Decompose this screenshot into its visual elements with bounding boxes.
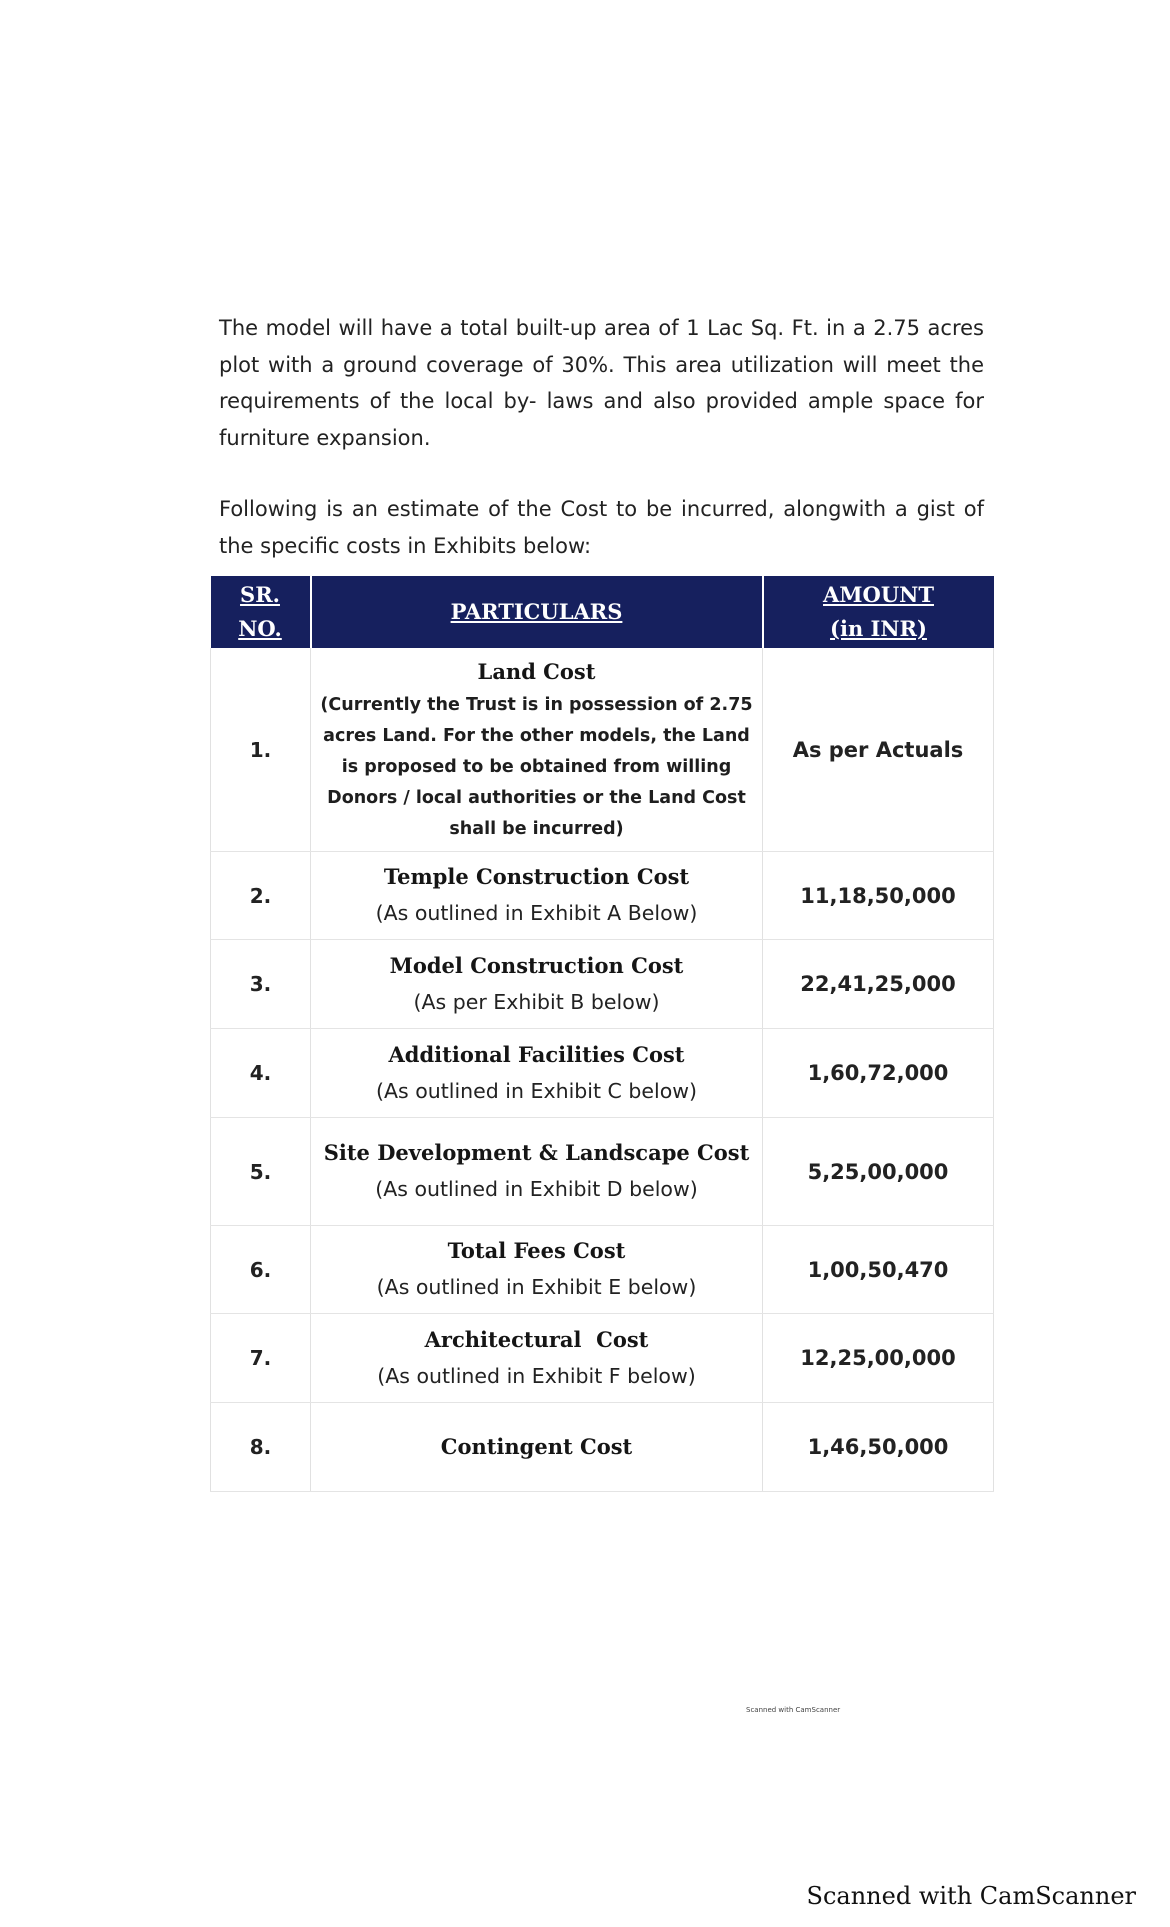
row-note: (As per Exhibit B below) bbox=[413, 989, 660, 1014]
table-header-row bbox=[211, 576, 994, 648]
row-amount: As per Actuals bbox=[763, 648, 994, 852]
table-row bbox=[211, 1314, 994, 1403]
row-note: (As outlined in Exhibit E below) bbox=[376, 1275, 697, 1299]
row-note: (As outlined in Exhibit F below) bbox=[377, 1363, 696, 1388]
row-title: Total Fees Cost bbox=[447, 1238, 626, 1263]
table-row bbox=[211, 1226, 994, 1314]
row-particulars bbox=[311, 1314, 763, 1403]
header-sr-line1: SR. bbox=[240, 582, 280, 607]
header-amount bbox=[763, 576, 994, 648]
row-particulars bbox=[311, 1403, 763, 1492]
row-title: Additional Facilities Cost bbox=[388, 1041, 685, 1067]
row-amount: 1,46,50,000 bbox=[763, 1403, 994, 1492]
row-amount: 11,18,50,000 bbox=[763, 852, 994, 940]
row-note: (As outlined in Exhibit A Below) bbox=[375, 901, 698, 925]
table-header bbox=[211, 576, 994, 648]
row-title: Architectural Cost bbox=[424, 1326, 649, 1352]
table-row bbox=[211, 1029, 994, 1118]
row-sr-no: 3. bbox=[211, 940, 311, 1029]
row-note: (Currently the Trust is in possession of 2.75 acres Land. For the other models, the Land is proposed to be obtained from willing Donors / local authorities or the Land Cost shall be incurred) bbox=[320, 695, 753, 839]
header-amount-line1: AMOUNT bbox=[823, 582, 934, 607]
row-sr-no: 4. bbox=[211, 1029, 311, 1118]
row-sr-no: 6. bbox=[211, 1226, 311, 1314]
table-row bbox=[211, 852, 994, 940]
row-amount: 12,25,00,000 bbox=[763, 1314, 994, 1403]
row-sr-no: 8. bbox=[211, 1403, 311, 1492]
cost-estimate-table bbox=[210, 576, 994, 1492]
row-title: Site Development & Landscape Cost bbox=[323, 1140, 750, 1165]
table-body bbox=[211, 648, 994, 1492]
header-particulars: PARTICULARS bbox=[311, 576, 763, 648]
row-note: (As outlined in Exhibit D below) bbox=[375, 1177, 698, 1201]
row-title: Temple Construction Cost bbox=[383, 864, 690, 889]
row-title: Contingent Cost bbox=[440, 1434, 633, 1459]
intro-paragraph-built-up-area: The model will have a total built-up area of 1 Lac Sq. Ft. in a 2.75 acres plot with a ground coverage of 30%. This area utilization will meet the requirements of the local by- laws and also provided ample space for furniture expansion. bbox=[219, 316, 984, 450]
table-row bbox=[211, 1403, 994, 1492]
row-sr-no: 7. bbox=[211, 1314, 311, 1403]
row-amount: 5,25,00,000 bbox=[763, 1118, 994, 1226]
row-title: Model Construction Cost bbox=[389, 952, 684, 978]
row-amount: 1,60,72,000 bbox=[763, 1029, 994, 1118]
row-particulars bbox=[311, 1118, 763, 1226]
row-amount: 22,41,25,000 bbox=[763, 940, 994, 1029]
table-row bbox=[211, 648, 994, 852]
row-particulars bbox=[311, 1029, 763, 1118]
row-particulars bbox=[311, 852, 763, 940]
camscanner-small-stamp: Scanned with CamScanner bbox=[746, 1706, 841, 1714]
row-sr-no: 1. bbox=[211, 648, 311, 852]
header-sr-no bbox=[211, 576, 311, 648]
table-row bbox=[211, 1118, 994, 1226]
row-sr-no: 5. bbox=[211, 1118, 311, 1226]
row-amount: 1,00,50,470 bbox=[763, 1226, 994, 1314]
intro-paragraph-cost-estimate: Following is an estimate of the Cost to be incurred, alongwith a gist of the specific costs in Exhibits below: bbox=[219, 497, 984, 558]
camscanner-footer-watermark: Scanned with CamScanner bbox=[806, 1882, 1136, 1910]
row-particulars bbox=[311, 1226, 763, 1314]
header-amount-line2: (in INR) bbox=[830, 616, 927, 641]
row-particulars bbox=[311, 940, 763, 1029]
row-title: Land Cost bbox=[477, 659, 596, 684]
header-sr-line2: NO. bbox=[238, 616, 282, 641]
row-note: (As outlined in Exhibit C below) bbox=[375, 1078, 697, 1103]
row-particulars bbox=[311, 648, 763, 852]
table-row bbox=[211, 940, 994, 1029]
row-sr-no: 2. bbox=[211, 852, 311, 940]
